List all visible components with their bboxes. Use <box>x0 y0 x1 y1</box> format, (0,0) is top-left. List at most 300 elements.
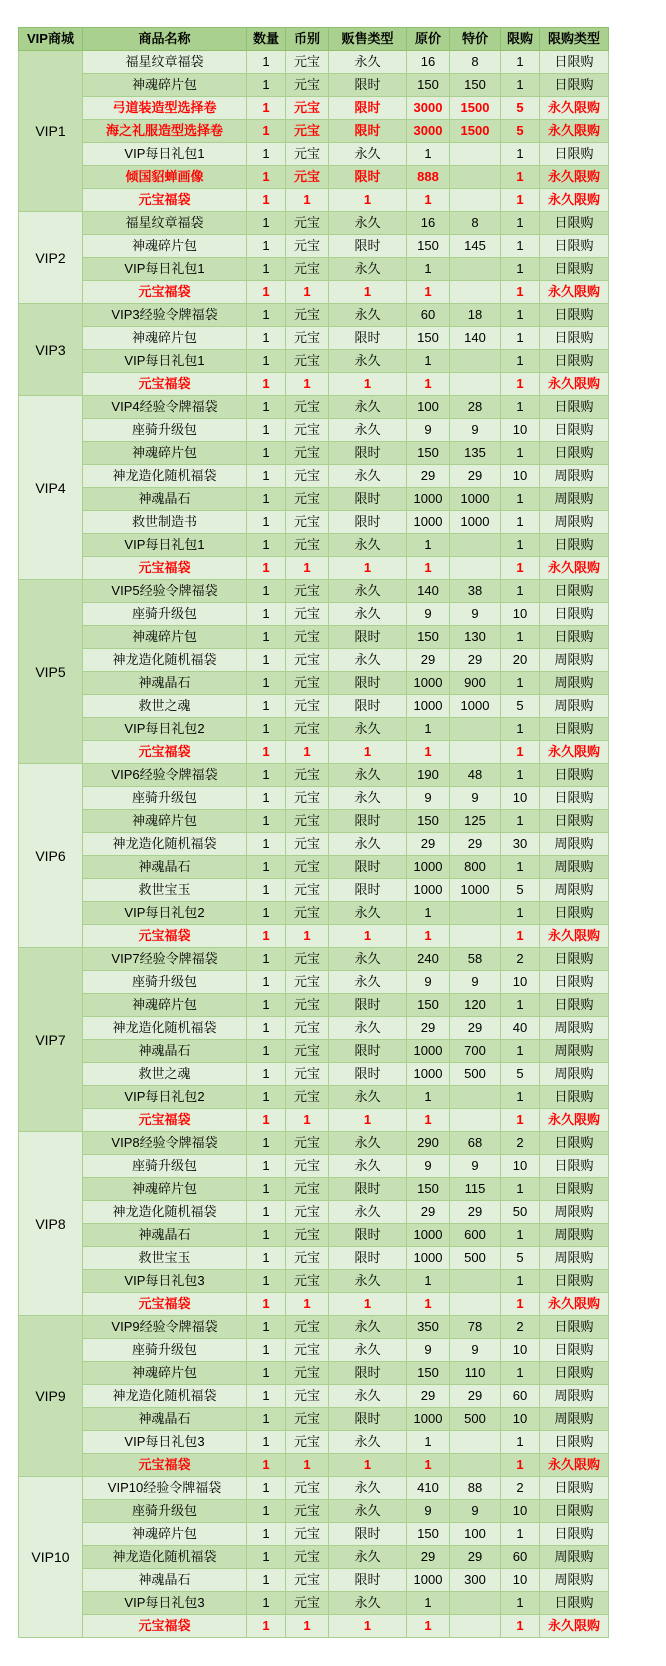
cell-sale-type: 永久 <box>329 1086 407 1109</box>
cell-original-price: 190 <box>407 764 450 787</box>
cell-limit-type: 日限购 <box>540 1270 609 1293</box>
cell-quantity: 1 <box>247 419 286 442</box>
cell-limit: 1 <box>501 534 540 557</box>
cell-quantity: 1 <box>247 1178 286 1201</box>
cell-special-price: 500 <box>450 1063 501 1086</box>
cell-quantity: 1 <box>247 649 286 672</box>
cell-item-name: 元宝福袋 <box>83 189 247 212</box>
cell-currency: 元宝 <box>286 695 329 718</box>
header-vip: VIP商城 <box>19 28 83 51</box>
cell-currency: 元宝 <box>286 1224 329 1247</box>
cell-limit: 5 <box>501 695 540 718</box>
cell-special-price <box>450 1615 501 1638</box>
cell-sale-type: 限时 <box>329 879 407 902</box>
cell-item-name: 神龙造化随机福袋 <box>83 1201 247 1224</box>
cell-original-price: 1000 <box>407 879 450 902</box>
cell-special-price: 9 <box>450 419 501 442</box>
cell-special-price <box>450 166 501 189</box>
table-row <box>19 304 609 327</box>
header-sale-type: 贩售类型 <box>329 28 407 51</box>
cell-special-price <box>450 1109 501 1132</box>
cell-item-name: 座骑升级包 <box>83 603 247 626</box>
cell-quantity: 1 <box>247 1293 286 1316</box>
cell-special-price <box>450 1270 501 1293</box>
cell-item-name: 神魂晶石 <box>83 1040 247 1063</box>
cell-limit: 1 <box>501 511 540 534</box>
cell-special-price: 140 <box>450 327 501 350</box>
cell-sale-type: 限时 <box>329 810 407 833</box>
cell-sale-type: 1 <box>329 281 407 304</box>
vip-level-cell: VIP3 <box>19 304 83 396</box>
table-row <box>19 1270 609 1293</box>
cell-sale-type: 限时 <box>329 1224 407 1247</box>
cell-sale-type: 永久 <box>329 833 407 856</box>
vip-level-cell: VIP1 <box>19 51 83 212</box>
cell-limit-type: 日限购 <box>540 1362 609 1385</box>
table-row <box>19 810 609 833</box>
cell-original-price: 150 <box>407 1362 450 1385</box>
cell-currency: 元宝 <box>286 350 329 373</box>
cell-item-name: 神魂碎片包 <box>83 1523 247 1546</box>
cell-item-name: 神魂碎片包 <box>83 994 247 1017</box>
cell-limit: 1 <box>501 258 540 281</box>
cell-special-price <box>450 143 501 166</box>
cell-quantity: 1 <box>247 442 286 465</box>
cell-limit-type: 永久限购 <box>540 741 609 764</box>
table-row <box>19 1109 609 1132</box>
cell-currency: 1 <box>286 189 329 212</box>
cell-original-price: 1 <box>407 258 450 281</box>
cell-quantity: 1 <box>247 580 286 603</box>
cell-limit: 1 <box>501 672 540 695</box>
cell-currency: 1 <box>286 1454 329 1477</box>
cell-currency: 1 <box>286 741 329 764</box>
header-limit-type: 限购类型 <box>540 28 609 51</box>
cell-limit-type: 永久限购 <box>540 1109 609 1132</box>
cell-limit: 1 <box>501 1523 540 1546</box>
cell-limit-type: 周限购 <box>540 1063 609 1086</box>
cell-quantity: 1 <box>247 1201 286 1224</box>
cell-original-price: 1000 <box>407 1040 450 1063</box>
cell-limit: 40 <box>501 1017 540 1040</box>
cell-quantity: 1 <box>247 166 286 189</box>
cell-item-name: 神龙造化随机福袋 <box>83 833 247 856</box>
cell-sale-type: 限时 <box>329 511 407 534</box>
cell-sale-type: 永久 <box>329 1477 407 1500</box>
cell-quantity: 1 <box>247 1569 286 1592</box>
cell-limit-type: 日限购 <box>540 1477 609 1500</box>
table-row <box>19 1316 609 1339</box>
cell-limit: 1 <box>501 189 540 212</box>
table-row <box>19 281 609 304</box>
cell-original-price: 9 <box>407 1500 450 1523</box>
cell-quantity: 1 <box>247 925 286 948</box>
cell-sale-type: 永久 <box>329 534 407 557</box>
cell-currency: 元宝 <box>286 1247 329 1270</box>
cell-currency: 元宝 <box>286 810 329 833</box>
cell-currency: 元宝 <box>286 1385 329 1408</box>
table-row <box>19 488 609 511</box>
cell-sale-type: 1 <box>329 189 407 212</box>
cell-quantity: 1 <box>247 1017 286 1040</box>
cell-special-price: 29 <box>450 1546 501 1569</box>
cell-special-price <box>450 189 501 212</box>
cell-original-price: 29 <box>407 1385 450 1408</box>
cell-limit-type: 周限购 <box>540 1546 609 1569</box>
cell-quantity: 1 <box>247 1500 286 1523</box>
cell-original-price: 1000 <box>407 1408 450 1431</box>
cell-quantity: 1 <box>247 833 286 856</box>
table-row <box>19 557 609 580</box>
cell-limit-type: 日限购 <box>540 1500 609 1523</box>
cell-quantity: 1 <box>247 1523 286 1546</box>
table-row <box>19 1615 609 1638</box>
cell-item-name: 座骑升级包 <box>83 1500 247 1523</box>
table-row <box>19 971 609 994</box>
table-row <box>19 166 609 189</box>
cell-limit-type: 周限购 <box>540 833 609 856</box>
cell-limit: 1 <box>501 626 540 649</box>
cell-sale-type: 永久 <box>329 1270 407 1293</box>
cell-quantity: 1 <box>247 327 286 350</box>
cell-sale-type: 永久 <box>329 258 407 281</box>
table-row <box>19 350 609 373</box>
cell-sale-type: 永久 <box>329 718 407 741</box>
cell-sale-type: 永久 <box>329 764 407 787</box>
cell-sale-type: 永久 <box>329 649 407 672</box>
cell-item-name: 座骑升级包 <box>83 1155 247 1178</box>
cell-currency: 元宝 <box>286 1362 329 1385</box>
cell-special-price: 1000 <box>450 488 501 511</box>
cell-special-price: 900 <box>450 672 501 695</box>
cell-currency: 1 <box>286 373 329 396</box>
cell-original-price: 29 <box>407 1201 450 1224</box>
table-row <box>19 649 609 672</box>
cell-limit-type: 日限购 <box>540 1339 609 1362</box>
cell-currency: 元宝 <box>286 856 329 879</box>
cell-limit: 1 <box>501 488 540 511</box>
cell-special-price: 29 <box>450 1385 501 1408</box>
cell-original-price: 29 <box>407 1546 450 1569</box>
header-special-price: 特价 <box>450 28 501 51</box>
table-row <box>19 764 609 787</box>
cell-item-name: 神魂碎片包 <box>83 1178 247 1201</box>
cell-quantity: 1 <box>247 373 286 396</box>
cell-item-name: VIP每日礼包1 <box>83 534 247 557</box>
table-row <box>19 258 609 281</box>
cell-limit: 10 <box>501 1569 540 1592</box>
vip-level-cell: VIP4 <box>19 396 83 580</box>
cell-original-price: 1 <box>407 1293 450 1316</box>
cell-special-price <box>450 718 501 741</box>
cell-special-price: 800 <box>450 856 501 879</box>
cell-currency: 元宝 <box>286 1201 329 1224</box>
cell-item-name: VIP每日礼包3 <box>83 1431 247 1454</box>
cell-currency: 元宝 <box>286 1063 329 1086</box>
cell-item-name: VIP9经验令牌福袋 <box>83 1316 247 1339</box>
cell-limit: 1 <box>501 557 540 580</box>
table-row <box>19 1523 609 1546</box>
cell-item-name: VIP4经验令牌福袋 <box>83 396 247 419</box>
cell-item-name: 元宝福袋 <box>83 1293 247 1316</box>
header-quantity: 数量 <box>247 28 286 51</box>
cell-currency: 元宝 <box>286 1431 329 1454</box>
cell-item-name: 神魂碎片包 <box>83 442 247 465</box>
table-row <box>19 1477 609 1500</box>
cell-original-price: 1 <box>407 1431 450 1454</box>
cell-item-name: VIP每日礼包1 <box>83 143 247 166</box>
cell-item-name: 神魂碎片包 <box>83 810 247 833</box>
cell-original-price: 1 <box>407 1615 450 1638</box>
cell-item-name: VIP3经验令牌福袋 <box>83 304 247 327</box>
cell-item-name: 神龙造化随机福袋 <box>83 465 247 488</box>
cell-limit: 2 <box>501 1316 540 1339</box>
table-row <box>19 1247 609 1270</box>
cell-item-name: 神魂晶石 <box>83 1408 247 1431</box>
cell-currency: 元宝 <box>286 235 329 258</box>
cell-quantity: 1 <box>247 1132 286 1155</box>
cell-original-price: 1 <box>407 281 450 304</box>
cell-limit: 1 <box>501 166 540 189</box>
cell-original-price: 140 <box>407 580 450 603</box>
cell-item-name: 救世制造书 <box>83 511 247 534</box>
cell-limit-type: 日限购 <box>540 74 609 97</box>
cell-special-price: 9 <box>450 1155 501 1178</box>
table-row <box>19 741 609 764</box>
cell-quantity: 1 <box>247 672 286 695</box>
cell-sale-type: 1 <box>329 1293 407 1316</box>
cell-special-price <box>450 258 501 281</box>
cell-item-name: 元宝福袋 <box>83 925 247 948</box>
cell-currency: 元宝 <box>286 97 329 120</box>
cell-original-price: 1 <box>407 1592 450 1615</box>
cell-item-name: 弓道装造型选择卷 <box>83 97 247 120</box>
cell-quantity: 1 <box>247 879 286 902</box>
cell-special-price: 88 <box>450 1477 501 1500</box>
cell-item-name: VIP每日礼包3 <box>83 1592 247 1615</box>
cell-currency: 1 <box>286 1293 329 1316</box>
cell-quantity: 1 <box>247 534 286 557</box>
table-row <box>19 1339 609 1362</box>
cell-special-price: 1000 <box>450 695 501 718</box>
cell-limit-type: 周限购 <box>540 1247 609 1270</box>
cell-limit-type: 日限购 <box>540 212 609 235</box>
cell-currency: 1 <box>286 281 329 304</box>
vip-level-cell: VIP2 <box>19 212 83 304</box>
cell-special-price: 1500 <box>450 120 501 143</box>
cell-original-price: 1 <box>407 902 450 925</box>
cell-original-price: 3000 <box>407 97 450 120</box>
vip-level-cell: VIP5 <box>19 580 83 764</box>
cell-limit-type: 周限购 <box>540 511 609 534</box>
cell-original-price: 1000 <box>407 1063 450 1086</box>
cell-special-price: 125 <box>450 810 501 833</box>
cell-sale-type: 限时 <box>329 442 407 465</box>
cell-special-price: 1500 <box>450 97 501 120</box>
cell-item-name: 元宝福袋 <box>83 281 247 304</box>
cell-limit: 2 <box>501 948 540 971</box>
cell-item-name: 福星纹章福袋 <box>83 51 247 74</box>
cell-original-price: 1000 <box>407 1224 450 1247</box>
cell-limit: 1 <box>501 442 540 465</box>
cell-original-price: 29 <box>407 465 450 488</box>
cell-original-price: 1 <box>407 1270 450 1293</box>
cell-special-price: 38 <box>450 580 501 603</box>
cell-special-price: 135 <box>450 442 501 465</box>
cell-original-price: 1000 <box>407 488 450 511</box>
cell-original-price: 1000 <box>407 695 450 718</box>
cell-special-price: 115 <box>450 1178 501 1201</box>
cell-limit: 10 <box>501 787 540 810</box>
cell-limit: 1 <box>501 235 540 258</box>
cell-original-price: 240 <box>407 948 450 971</box>
cell-sale-type: 限时 <box>329 488 407 511</box>
table-row <box>19 1385 609 1408</box>
table-row <box>19 695 609 718</box>
table-row <box>19 1132 609 1155</box>
cell-currency: 元宝 <box>286 1546 329 1569</box>
cell-quantity: 1 <box>247 350 286 373</box>
cell-original-price: 1 <box>407 534 450 557</box>
cell-original-price: 150 <box>407 1178 450 1201</box>
vip-level-cell: VIP7 <box>19 948 83 1132</box>
table-row <box>19 1155 609 1178</box>
cell-limit: 1 <box>501 764 540 787</box>
cell-item-name: VIP10经验令牌福袋 <box>83 1477 247 1500</box>
table-row <box>19 1454 609 1477</box>
cell-original-price: 150 <box>407 994 450 1017</box>
cell-limit: 10 <box>501 603 540 626</box>
cell-original-price: 9 <box>407 1339 450 1362</box>
cell-original-price: 9 <box>407 1155 450 1178</box>
cell-limit: 2 <box>501 1132 540 1155</box>
cell-quantity: 1 <box>247 1270 286 1293</box>
cell-quantity: 1 <box>247 511 286 534</box>
table-row <box>19 442 609 465</box>
cell-sale-type: 永久 <box>329 143 407 166</box>
cell-currency: 元宝 <box>286 1569 329 1592</box>
cell-currency: 元宝 <box>286 396 329 419</box>
cell-sale-type: 永久 <box>329 1339 407 1362</box>
cell-item-name: 神魂晶石 <box>83 856 247 879</box>
cell-original-price: 9 <box>407 603 450 626</box>
cell-limit: 1 <box>501 1454 540 1477</box>
cell-limit: 1 <box>501 1178 540 1201</box>
cell-original-price: 29 <box>407 1017 450 1040</box>
cell-limit: 10 <box>501 971 540 994</box>
cell-special-price: 8 <box>450 51 501 74</box>
cell-limit: 10 <box>501 419 540 442</box>
cell-item-name: VIP每日礼包3 <box>83 1270 247 1293</box>
cell-original-price: 150 <box>407 74 450 97</box>
cell-currency: 元宝 <box>286 879 329 902</box>
cell-sale-type: 永久 <box>329 419 407 442</box>
table-row <box>19 1408 609 1431</box>
cell-currency: 元宝 <box>286 902 329 925</box>
cell-limit-type: 永久限购 <box>540 373 609 396</box>
cell-quantity: 1 <box>247 1063 286 1086</box>
cell-limit: 10 <box>501 1408 540 1431</box>
cell-limit: 1 <box>501 51 540 74</box>
cell-original-price: 1000 <box>407 1569 450 1592</box>
cell-item-name: VIP7经验令牌福袋 <box>83 948 247 971</box>
cell-special-price <box>450 902 501 925</box>
cell-original-price: 1000 <box>407 672 450 695</box>
table-row <box>19 626 609 649</box>
cell-special-price: 9 <box>450 1500 501 1523</box>
cell-limit: 5 <box>501 879 540 902</box>
cell-currency: 元宝 <box>286 465 329 488</box>
cell-limit: 10 <box>501 1500 540 1523</box>
cell-quantity: 1 <box>247 1592 286 1615</box>
table-row <box>19 1063 609 1086</box>
cell-limit: 50 <box>501 1201 540 1224</box>
table-row <box>19 97 609 120</box>
cell-limit-type: 日限购 <box>540 580 609 603</box>
table-row <box>19 1017 609 1040</box>
cell-limit: 1 <box>501 925 540 948</box>
cell-special-price <box>450 373 501 396</box>
cell-quantity: 1 <box>247 557 286 580</box>
cell-limit: 2 <box>501 1477 540 1500</box>
cell-sale-type: 限时 <box>329 1063 407 1086</box>
cell-limit: 20 <box>501 649 540 672</box>
cell-quantity: 1 <box>247 143 286 166</box>
cell-item-name: VIP6经验令牌福袋 <box>83 764 247 787</box>
cell-original-price: 9 <box>407 787 450 810</box>
cell-limit: 5 <box>501 97 540 120</box>
cell-currency: 元宝 <box>286 51 329 74</box>
cell-sale-type: 限时 <box>329 1178 407 1201</box>
cell-sale-type: 永久 <box>329 465 407 488</box>
cell-original-price: 1000 <box>407 511 450 534</box>
cell-limit: 1 <box>501 1109 540 1132</box>
cell-limit-type: 日限购 <box>540 327 609 350</box>
table-row <box>19 396 609 419</box>
cell-currency: 元宝 <box>286 580 329 603</box>
table-row <box>19 879 609 902</box>
cell-limit-type: 日限购 <box>540 1316 609 1339</box>
cell-quantity: 1 <box>247 51 286 74</box>
cell-limit-type: 日限购 <box>540 787 609 810</box>
cell-sale-type: 永久 <box>329 902 407 925</box>
cell-sale-type: 永久 <box>329 350 407 373</box>
cell-limit: 1 <box>501 74 540 97</box>
cell-special-price <box>450 1086 501 1109</box>
header-row <box>19 28 609 51</box>
cell-item-name: 神龙造化随机福袋 <box>83 1546 247 1569</box>
cell-limit-type: 日限购 <box>540 1086 609 1109</box>
cell-limit-type: 日限购 <box>540 258 609 281</box>
cell-sale-type: 限时 <box>329 74 407 97</box>
cell-item-name: VIP8经验令牌福袋 <box>83 1132 247 1155</box>
cell-item-name: 救世宝玉 <box>83 1247 247 1270</box>
cell-limit-type: 周限购 <box>540 1017 609 1040</box>
cell-limit: 1 <box>501 327 540 350</box>
cell-currency: 元宝 <box>286 212 329 235</box>
cell-sale-type: 永久 <box>329 1316 407 1339</box>
cell-quantity: 1 <box>247 1040 286 1063</box>
cell-item-name: 福星纹章福袋 <box>83 212 247 235</box>
cell-special-price <box>450 1454 501 1477</box>
cell-quantity: 1 <box>247 1385 286 1408</box>
cell-special-price: 300 <box>450 1569 501 1592</box>
cell-sale-type: 永久 <box>329 1500 407 1523</box>
cell-limit: 1 <box>501 373 540 396</box>
cell-sale-type: 限时 <box>329 672 407 695</box>
cell-item-name: 神龙造化随机福袋 <box>83 649 247 672</box>
cell-sale-type: 1 <box>329 557 407 580</box>
